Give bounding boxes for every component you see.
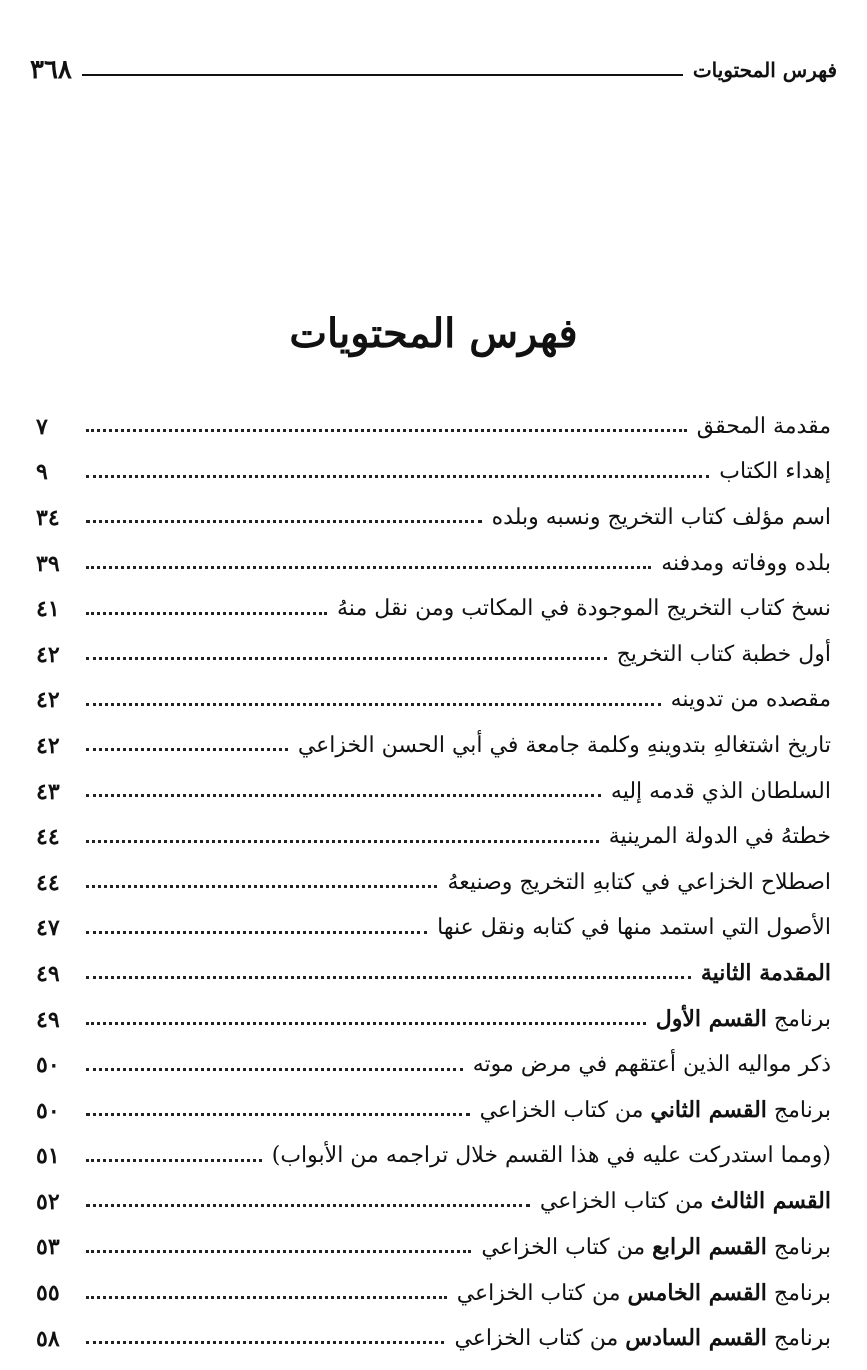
toc-entry: [36, 1225, 831, 1271]
table-of-contents: [36, 404, 831, 1361]
toc-entry-page: ٤٢: [36, 641, 60, 668]
dot-leader: [86, 1113, 470, 1116]
toc-entry-title-part: من كتاب الخزاعي: [454, 1326, 626, 1352]
toc-entry-title-part: (ومما استدركت عليه في هذا القسم خلال تراجمه من الأبواب): [271, 1143, 831, 1169]
toc-entry-title: [616, 641, 831, 667]
toc-entry-title-part: برنامج: [766, 1280, 831, 1306]
toc-entry-title: [491, 504, 831, 530]
dot-leader: [86, 931, 427, 934]
toc-entry-page: ٤٣: [36, 778, 60, 805]
toc-entry: [36, 404, 831, 450]
toc-entry: [36, 1088, 831, 1134]
toc-entry-page: ٥٨: [36, 1325, 60, 1352]
toc-entry-page: ٥٠: [36, 1052, 60, 1079]
toc-entry-title-part: إهداء الكتاب: [719, 459, 831, 485]
header-title: فهرس المحتويات: [692, 58, 837, 82]
toc-entry-title-part: برنامج: [766, 1098, 831, 1124]
page-title: فهرس المحتويات: [289, 310, 578, 357]
dot-leader: [86, 657, 607, 660]
toc-entry-title-part: القسم السادس: [625, 1325, 767, 1352]
dot-leader: [86, 748, 288, 751]
toc-entry-page: ٧: [36, 413, 48, 440]
toc-entry-title: [701, 962, 831, 985]
dot-leader: [86, 1341, 444, 1344]
toc-entry-page: ٤٢: [36, 687, 60, 714]
toc-entry-title-part: اسم مؤلف كتاب التخريج ونسبه وبلده: [491, 504, 831, 530]
toc-entry-page: ٣٤: [36, 504, 60, 531]
dot-leader: [86, 1204, 530, 1207]
toc-entry: [36, 1042, 831, 1088]
toc-entry-page: ٤٧: [36, 915, 60, 942]
toc-entry-page: ٤١: [36, 596, 60, 623]
toc-entry-title-part: القسم الخامس: [627, 1279, 767, 1306]
toc-entry-title-part: نسخ كتاب التخريج الموجودة في المكاتب ومن نقل منهُ: [337, 596, 831, 622]
dot-leader: [86, 612, 327, 615]
toc-entry-title-part: من كتاب الخزاعي: [456, 1280, 628, 1306]
toc-entry-page: ٤٢: [36, 732, 60, 759]
dot-leader: [86, 520, 482, 523]
toc-entry-title: [719, 461, 831, 483]
dot-leader: [86, 1296, 447, 1299]
toc-entry-title-part: ذكر مواليه الذين أعتقهم في مرض موته: [472, 1052, 831, 1078]
toc-entry-title-part: المقدمة الثانية: [700, 960, 831, 987]
toc-entry-title-part: القسم الثالث: [710, 1188, 831, 1215]
toc-entry: [36, 678, 831, 724]
dot-leader: [86, 1068, 463, 1071]
toc-entry: [36, 906, 831, 952]
toc-entry: [36, 632, 831, 678]
toc-entry-title-part: تاريخ اشتغالهِ بتدوينهِ وكلمة جامعة في أبي الحسن الخزاعي: [297, 732, 831, 758]
toc-entry-title-part: برنامج: [766, 1007, 831, 1033]
toc-entry: [36, 450, 831, 496]
toc-entry-title: [481, 1233, 831, 1260]
toc-entry-page: ٥١: [36, 1143, 60, 1170]
dot-leader: [86, 885, 437, 888]
toc-entry-title-part: برنامج: [766, 1326, 831, 1352]
toc-entry-title-part: برنامج: [766, 1234, 831, 1260]
toc-entry-title: [447, 869, 831, 895]
toc-entry-title-part: القسم الثاني: [650, 1097, 767, 1124]
toc-entry-title-part: من كتاب الخزاعي: [479, 1098, 651, 1124]
toc-entry-title-part: أول خطبة كتاب التخريج: [616, 641, 831, 667]
dot-leader: [86, 475, 709, 478]
dot-leader: [86, 1250, 471, 1253]
toc-entry: [36, 1134, 831, 1180]
toc-entry-title: [297, 732, 831, 758]
toc-entry: [36, 495, 831, 541]
toc-entry-title: [454, 1327, 831, 1350]
toc-entry-title: [661, 550, 831, 576]
dot-leader: [86, 794, 601, 797]
toc-entry-page: ٤٩: [36, 1006, 60, 1033]
dot-leader: [86, 840, 599, 843]
dot-leader: [86, 1159, 262, 1162]
toc-entry-title: [609, 826, 831, 848]
toc-entry-title-part: بلده ووفاته ومدفنه: [661, 550, 831, 576]
dot-leader: [86, 429, 687, 432]
toc-entry-title-part: من كتاب الخزاعي: [539, 1189, 711, 1215]
dot-leader: [86, 703, 661, 706]
running-header: [30, 50, 837, 90]
toc-entry-page: ٥٠: [36, 1097, 60, 1124]
toc-entry-title: [337, 598, 831, 620]
toc-entry-title: [671, 689, 831, 711]
toc-entry-page: ٩: [36, 459, 48, 486]
toc-entry-title-part: مقدمة المحقق: [696, 413, 831, 439]
dot-leader: [86, 1022, 646, 1025]
toc-entry: [36, 814, 831, 860]
toc-entry-title: [656, 1008, 831, 1031]
toc-entry-title-part: مقصده من تدوينه: [670, 687, 831, 713]
page-number: ٣٦٨: [30, 55, 72, 85]
dot-leader: [86, 976, 691, 979]
toc-entry-title-part: اصطلاح الخزاعي في كتابهِ التخريج وصنيعهُ: [447, 869, 831, 895]
toc-entry-page: ٥٣: [36, 1234, 60, 1261]
toc-entry-page: ٤٩: [36, 960, 60, 987]
toc-entry-title-part: القسم الرابع: [652, 1233, 767, 1260]
header-rule: [82, 74, 683, 76]
toc-entry-title-part: القسم الأول: [655, 1006, 767, 1033]
toc-entry-title: [480, 1099, 831, 1122]
toc-entry-title: [610, 778, 831, 804]
dot-leader: [86, 566, 651, 569]
toc-entry: [36, 1270, 831, 1316]
toc-entry-page: ٥٥: [36, 1280, 60, 1307]
toc-entry: [36, 951, 831, 997]
toc-entry-title: [473, 1054, 831, 1076]
toc-entry-page: ٣٩: [36, 550, 60, 577]
toc-entry-title-part: السلطان الذي قدمه إليه: [610, 778, 831, 804]
toc-entry: [36, 1316, 831, 1362]
toc-entry: [36, 723, 831, 769]
toc-entry: [36, 769, 831, 815]
toc-entry-title-part: من كتاب الخزاعي: [481, 1234, 653, 1260]
toc-entry-title-part: الأصول التي استمد منها في كتابه ونقل عنها: [437, 915, 831, 941]
toc-entry-title: [437, 917, 831, 939]
toc-entry: [36, 1179, 831, 1225]
toc-entry-page: ٥٢: [36, 1188, 60, 1215]
toc-entry: [36, 541, 831, 587]
toc-entry-title: [696, 413, 831, 439]
toc-entry-title: [540, 1190, 831, 1213]
toc-entry-page: ٤٤: [36, 824, 60, 851]
toc-entry-title-part: خطتهُ في الدولة المرينية: [608, 824, 831, 850]
toc-entry: [36, 586, 831, 632]
toc-entry-title: [456, 1279, 831, 1306]
toc-entry: [36, 997, 831, 1043]
toc-entry-title: [272, 1145, 831, 1167]
toc-entry-page: ٤٤: [36, 869, 60, 896]
toc-entry: [36, 860, 831, 906]
